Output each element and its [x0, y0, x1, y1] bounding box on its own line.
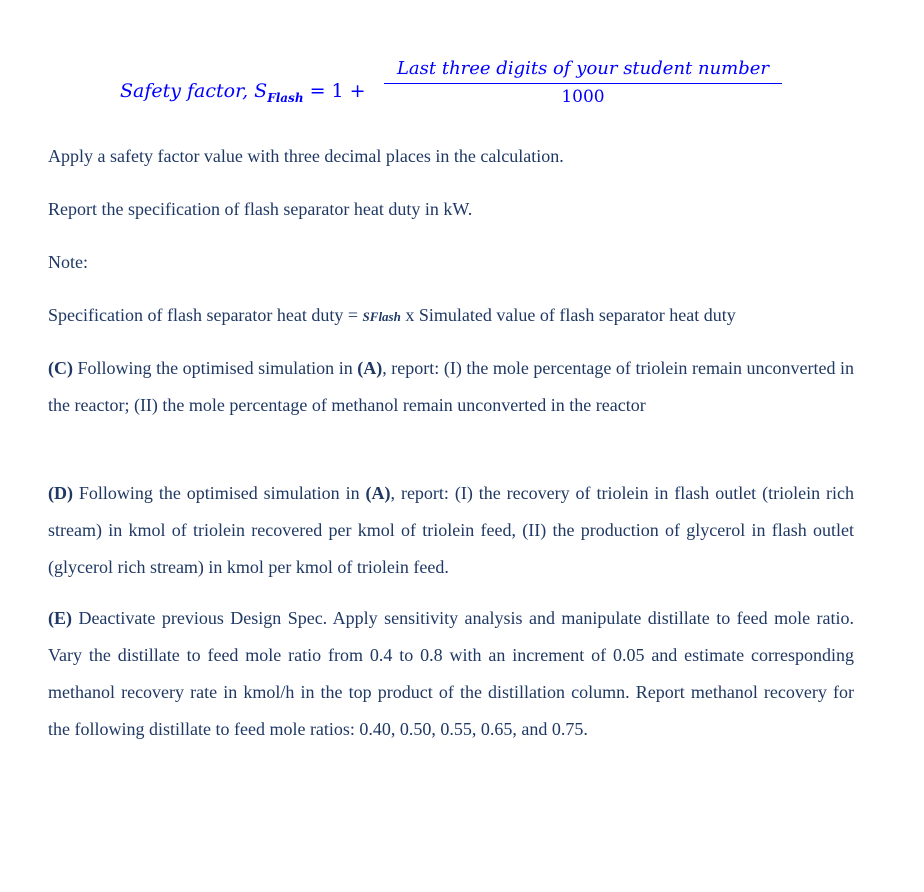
part-d-text-1: Following the optimised simulation in: [73, 483, 366, 503]
part-e-text: Deactivate previous Design Spec. Apply sensitivity analysis and manipulate distillate to feed mole ratio. Vary the distillate to feed mole ratio from 0.4 to 0.8 with an increment of 0.05 and estimate corresponding methanol recovery rate in kmol/h in the top product of the distillation column. Report methanol recovery for the following distillate to feed mole ratios: 0.40, 0.50, 0.55, 0.65, and 0.75.: [48, 608, 854, 739]
formula-lhs-text: Safety factor, S: [120, 80, 268, 102]
formula-numerator: Last three digits of your student number: [384, 58, 782, 84]
part-d-ref: (A): [365, 483, 391, 503]
part-c-paragraph: [48, 350, 854, 424]
note-spec-start: Specification of flash separator heat duty =: [48, 305, 363, 325]
part-c-text-2: , report: (I) the mole percentage of triolein remain unconverted in the reactor; (II) the mole percentage of methanol remain unconverted in the reactor: [48, 358, 854, 415]
part-c-ref: (A): [357, 358, 383, 378]
formula-equals: = 1 +: [309, 80, 366, 102]
instruction-safety-factor: Apply a safety factor value with three decimal places in the calculation.: [48, 146, 564, 166]
note-spec-symbol: SFlash: [362, 309, 401, 324]
safety-factor-formula: [120, 58, 800, 118]
formula-lhs: [120, 80, 366, 105]
part-d-paragraph: [48, 475, 854, 586]
formula-denominator: 1000: [561, 87, 605, 107]
note-specification: [48, 297, 854, 335]
note-heading: Note:: [48, 252, 88, 272]
part-c-text-1: Following the optimised simulation in: [73, 358, 358, 378]
part-e-label: (E): [48, 608, 72, 628]
note-spec-end: x Simulated value of flash separator heat duty: [400, 305, 736, 325]
part-e-paragraph: [48, 600, 854, 748]
part-c-label: (C): [48, 358, 73, 378]
part-d-text-2: , report: (I) the recovery of triolein in flash outlet (triolein rich stream) in kmol of triolein recovered per kmol of triolein feed, (II) the production of glycerol in flash outlet (glycerol rich stream) in kmol per kmol of triolein feed.: [48, 483, 854, 577]
formula-lhs-subscript: Flash: [267, 91, 304, 105]
instruction-report-heat-duty: Report the specification of flash separator heat duty in kW.: [48, 199, 473, 219]
formula-fraction: [384, 58, 782, 107]
part-d-label: (D): [48, 483, 73, 503]
